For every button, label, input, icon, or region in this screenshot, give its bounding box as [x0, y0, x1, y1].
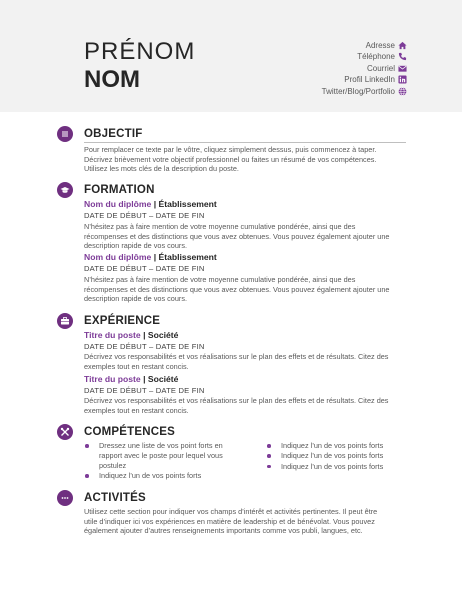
text-line: utile d’indiquer ici vos expériences en matière de leadership et de bénévolat. Vous pouvez — [84, 516, 375, 526]
text-line: également ajouter d’autres renseignements importants comme vos publi, langues, etc. — [84, 526, 363, 536]
contact-block — [322, 40, 407, 97]
contact-email — [322, 63, 407, 74]
header-band — [0, 0, 462, 112]
first-name: PRÉNOM — [84, 38, 196, 65]
text-line: récompenses et des distinctions que vous avez obtenues. Vous pouvez également ajouter une — [84, 231, 390, 241]
contact-email-label: Courriel — [366, 63, 395, 73]
target-icon — [57, 126, 73, 142]
briefcase-icon — [57, 313, 73, 329]
institution-name: Établissement — [158, 252, 217, 262]
text-line: rapport avec le poste pour lequel vous — [99, 450, 223, 460]
experience-entry-2-text — [84, 396, 409, 415]
text-line: Décrivez brièvement votre objectif professionnel ou faites un résumé de vos compétences. — [84, 154, 377, 164]
title-separator: | — [143, 374, 146, 384]
experience-entry-1-dates: DATE DE DÉBUT – DATE DE FIN — [84, 342, 205, 351]
linkedin-icon — [398, 75, 407, 84]
text-line: Indiquez l’un de vos points forts — [99, 471, 202, 481]
text-line: postulez — [99, 460, 127, 470]
contact-linkedin — [322, 74, 407, 85]
contact-phone — [322, 51, 407, 62]
title-separator: | — [153, 252, 157, 262]
experience-entry-2-title — [84, 374, 178, 385]
job-title: Titre du poste — [84, 330, 141, 340]
section-title-objectif: OBJECTIF — [84, 128, 143, 140]
section-title-competences: COMPÉTENCES — [84, 426, 176, 438]
experience-entry-1-title — [84, 330, 178, 341]
phone-icon — [398, 52, 407, 61]
text-line: Utilisez cette section pour indiquer vos champs d’intérêt et activités pertinentes. Il peut être — [84, 507, 378, 516]
text-line: Indiquez l’un de vos points forts — [281, 441, 384, 450]
list-item — [267, 441, 417, 451]
list-item — [267, 462, 417, 472]
text-line: Décrivez vos responsabilités et vos réalisations sur le plan des effets et de résultats. Citez des — [84, 352, 389, 361]
formation-entry-1-dates: DATE DE DÉBUT – DATE DE FIN — [84, 211, 205, 220]
text-line: Dressez une liste de vos point forts en — [99, 441, 223, 450]
text-line: description rapide de vos cours. — [84, 241, 188, 251]
text-line: récompenses et des distinctions que vous avez obtenues. Vous pouvez également ajouter une — [84, 284, 390, 294]
graduation-cap-icon — [57, 182, 73, 198]
text-line: description rapide de vos cours. — [84, 294, 188, 304]
experience-entry-1-text — [84, 352, 409, 371]
activites-text — [84, 507, 409, 536]
text-line: Indiquez l’un de vos points forts — [281, 461, 384, 471]
text-line: N’hésitez pas à faire mention de votre moyenne cumulative pondérée, ainsi que des — [84, 275, 356, 284]
list-item — [85, 471, 265, 481]
last-name: NOM — [84, 66, 140, 93]
skills-list-right — [267, 441, 417, 472]
title-separator: | — [153, 199, 157, 209]
text-line: exemples tout en restant concis. — [84, 405, 189, 415]
contact-portfolio-label: Twitter/Blog/Portfolio — [321, 86, 395, 96]
tools-icon — [57, 424, 73, 440]
section-title-activites: ACTIVITÉS — [84, 492, 146, 504]
formation-entry-1-text — [84, 222, 409, 251]
contact-address-label: Adresse — [365, 41, 395, 50]
text-line: Pour remplacer ce texte par le vôtre, cliquez simplement dessus, puis commencez à taper. — [84, 145, 377, 154]
skills-list-left — [85, 441, 265, 482]
degree-name: Nom du diplôme — [84, 252, 152, 262]
contact-address — [322, 40, 407, 51]
text-line: exemples tout en restant concis. — [84, 361, 189, 371]
formation-entry-2-title — [84, 252, 217, 263]
home-icon — [398, 41, 407, 50]
company-name: Société — [147, 374, 179, 384]
section-title-experience: EXPÉRIENCE — [84, 315, 161, 327]
title-separator: | — [143, 330, 146, 340]
section-rule — [84, 142, 406, 143]
contact-portfolio — [322, 86, 407, 97]
job-title: Titre du poste — [84, 374, 141, 384]
formation-entry-2-dates: DATE DE DÉBUT – DATE DE FIN — [84, 264, 205, 273]
institution-name: Établissement — [158, 199, 217, 209]
email-icon — [398, 64, 407, 73]
text-line: N’hésitez pas à faire mention de votre moyenne cumulative pondérée, ainsi que des — [84, 222, 356, 231]
contact-linkedin-label: Profil LinkedIn — [344, 75, 395, 85]
contact-phone-label: Téléphone — [357, 52, 395, 62]
objectif-text — [84, 145, 409, 174]
text-line: Décrivez vos responsabilités et vos réalisations sur le plan des effets et de résultats. Citez des — [84, 396, 389, 405]
text-line: Indiquez l’un de vos points forts — [281, 451, 384, 461]
globe-icon — [398, 87, 407, 96]
formation-entry-1-title — [84, 199, 217, 210]
company-name: Société — [147, 330, 179, 340]
experience-entry-2-dates: DATE DE DÉBUT – DATE DE FIN — [84, 386, 205, 395]
more-icon — [57, 490, 73, 506]
degree-name: Nom du diplôme — [84, 199, 152, 209]
section-title-formation: FORMATION — [84, 184, 155, 196]
text-line: Utilisez les mots clés de la description du poste. — [84, 164, 239, 174]
list-item — [267, 451, 417, 461]
list-item — [85, 441, 265, 470]
formation-entry-2-text — [84, 275, 409, 304]
